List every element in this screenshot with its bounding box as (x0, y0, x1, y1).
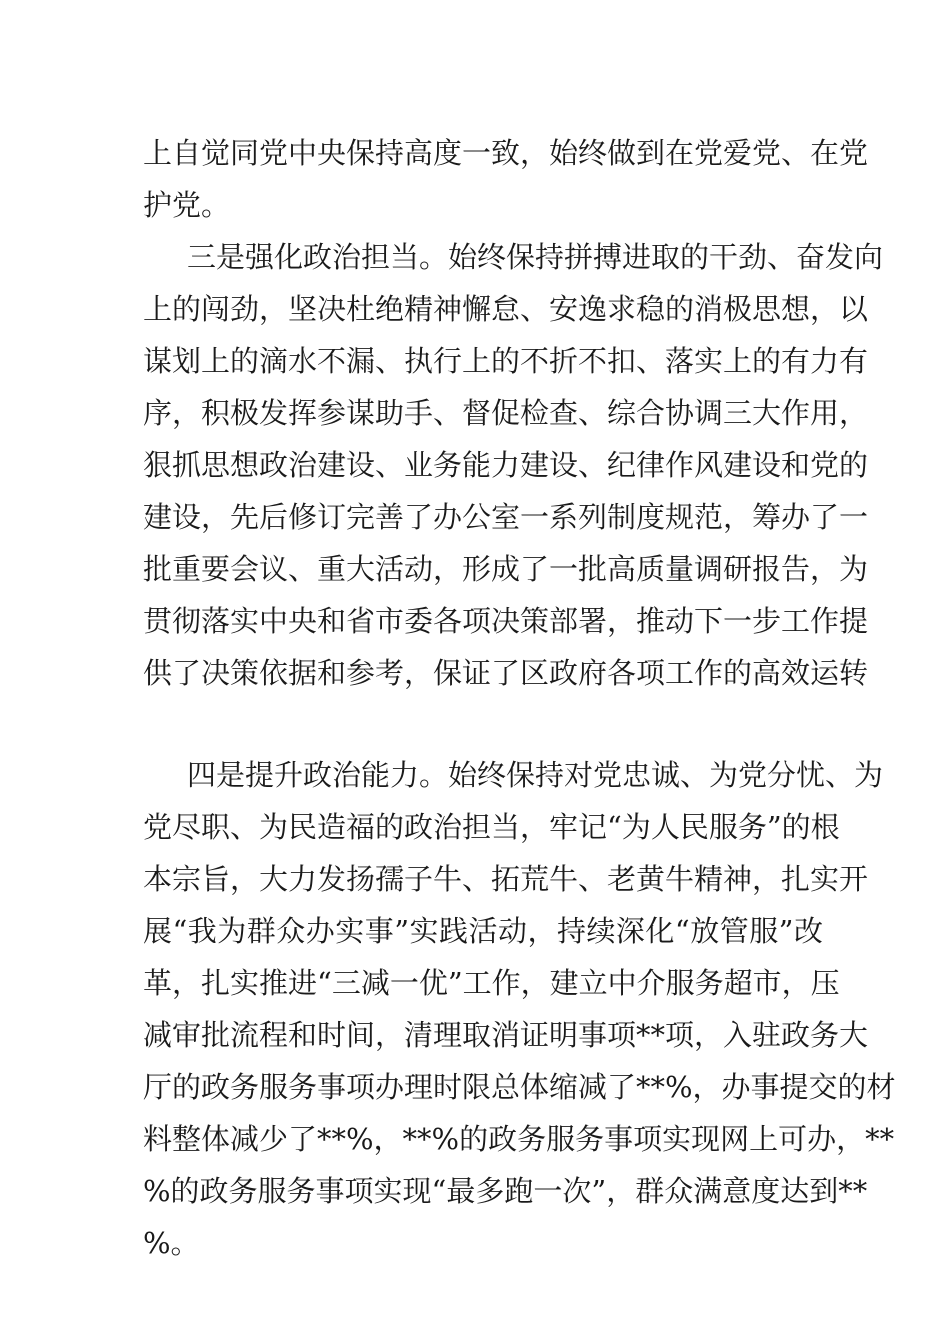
paragraph-1-line-1: 上自觉同党中央保持高度一致，始终做到在党爱党、在党 (143, 136, 869, 170)
paragraph-2-line-4: 序，积极发挥参谋助手、督促检查、综合协调三大作用， (143, 396, 869, 430)
paragraph-2-line-6: 建设，先后修订完善了办公室一系列制度规范，筹办了一 (143, 500, 869, 534)
paragraph-3-line-2: 党尽职、为民造福的政治担当，牢记“为人民服务”的根 (143, 810, 840, 844)
paragraph-3-line-3: 本宗旨，大力发扬孺子牛、拓荒牛、老黄牛精神，扎实开 (143, 862, 869, 896)
paragraph-3-line-5: 革，扎实推进“三减一优”工作，建立中介服务超市，压 (143, 966, 840, 1000)
paragraph-1-line-2: 护党。 (143, 188, 231, 222)
paragraph-2-line-2: 上的闯劲，坚决杜绝精神懈怠、安逸求稳的消极思想，以 (143, 292, 869, 326)
paragraph-3-line-10: %。 (143, 1226, 200, 1260)
paragraph-2-line-1: 三是强化政治担当。始终保持拼搏进取的干劲、奋发向 (187, 240, 884, 274)
paragraph-2-line-7: 批重要会议、重大活动，形成了一批高质量调研报告，为 (143, 552, 869, 586)
paragraph-3-line-8: 料整体减少了**%，**%的政务服务事项实现网上可办，** (143, 1122, 895, 1156)
paragraph-2-line-3: 谋划上的滴水不漏、执行上的不折不扣、落实上的有力有 (143, 344, 869, 378)
paragraph-2-line-9: 供了决策依据和参考，保证了区政府各项工作的高效运转 (143, 656, 869, 690)
paragraph-3-line-4: 展“我为群众办实事”实践活动，持续深化“放管服”改 (143, 914, 823, 948)
paragraph-3-line-6: 减审批流程和时间，清理取消证明事项**项，入驻政务大 (143, 1018, 869, 1052)
paragraph-3-line-1: 四是提升政治能力。始终保持对党忠诚、为党分忧、为 (187, 758, 884, 792)
paragraph-2-line-8: 贯彻落实中央和省市委各项决策部署，推动下一步工作提 (143, 604, 869, 638)
paragraph-3-line-9: %的政务服务事项实现“最多跑一次”，群众满意度达到** (143, 1174, 868, 1208)
paragraph-3-line-7: 厅的政务服务事项办理时限总体缩减了**%，办事提交的材 (143, 1070, 896, 1104)
paragraph-2-line-5: 狠抓思想政治建设、业务能力建设、纪律作风建设和党的 (143, 448, 869, 482)
